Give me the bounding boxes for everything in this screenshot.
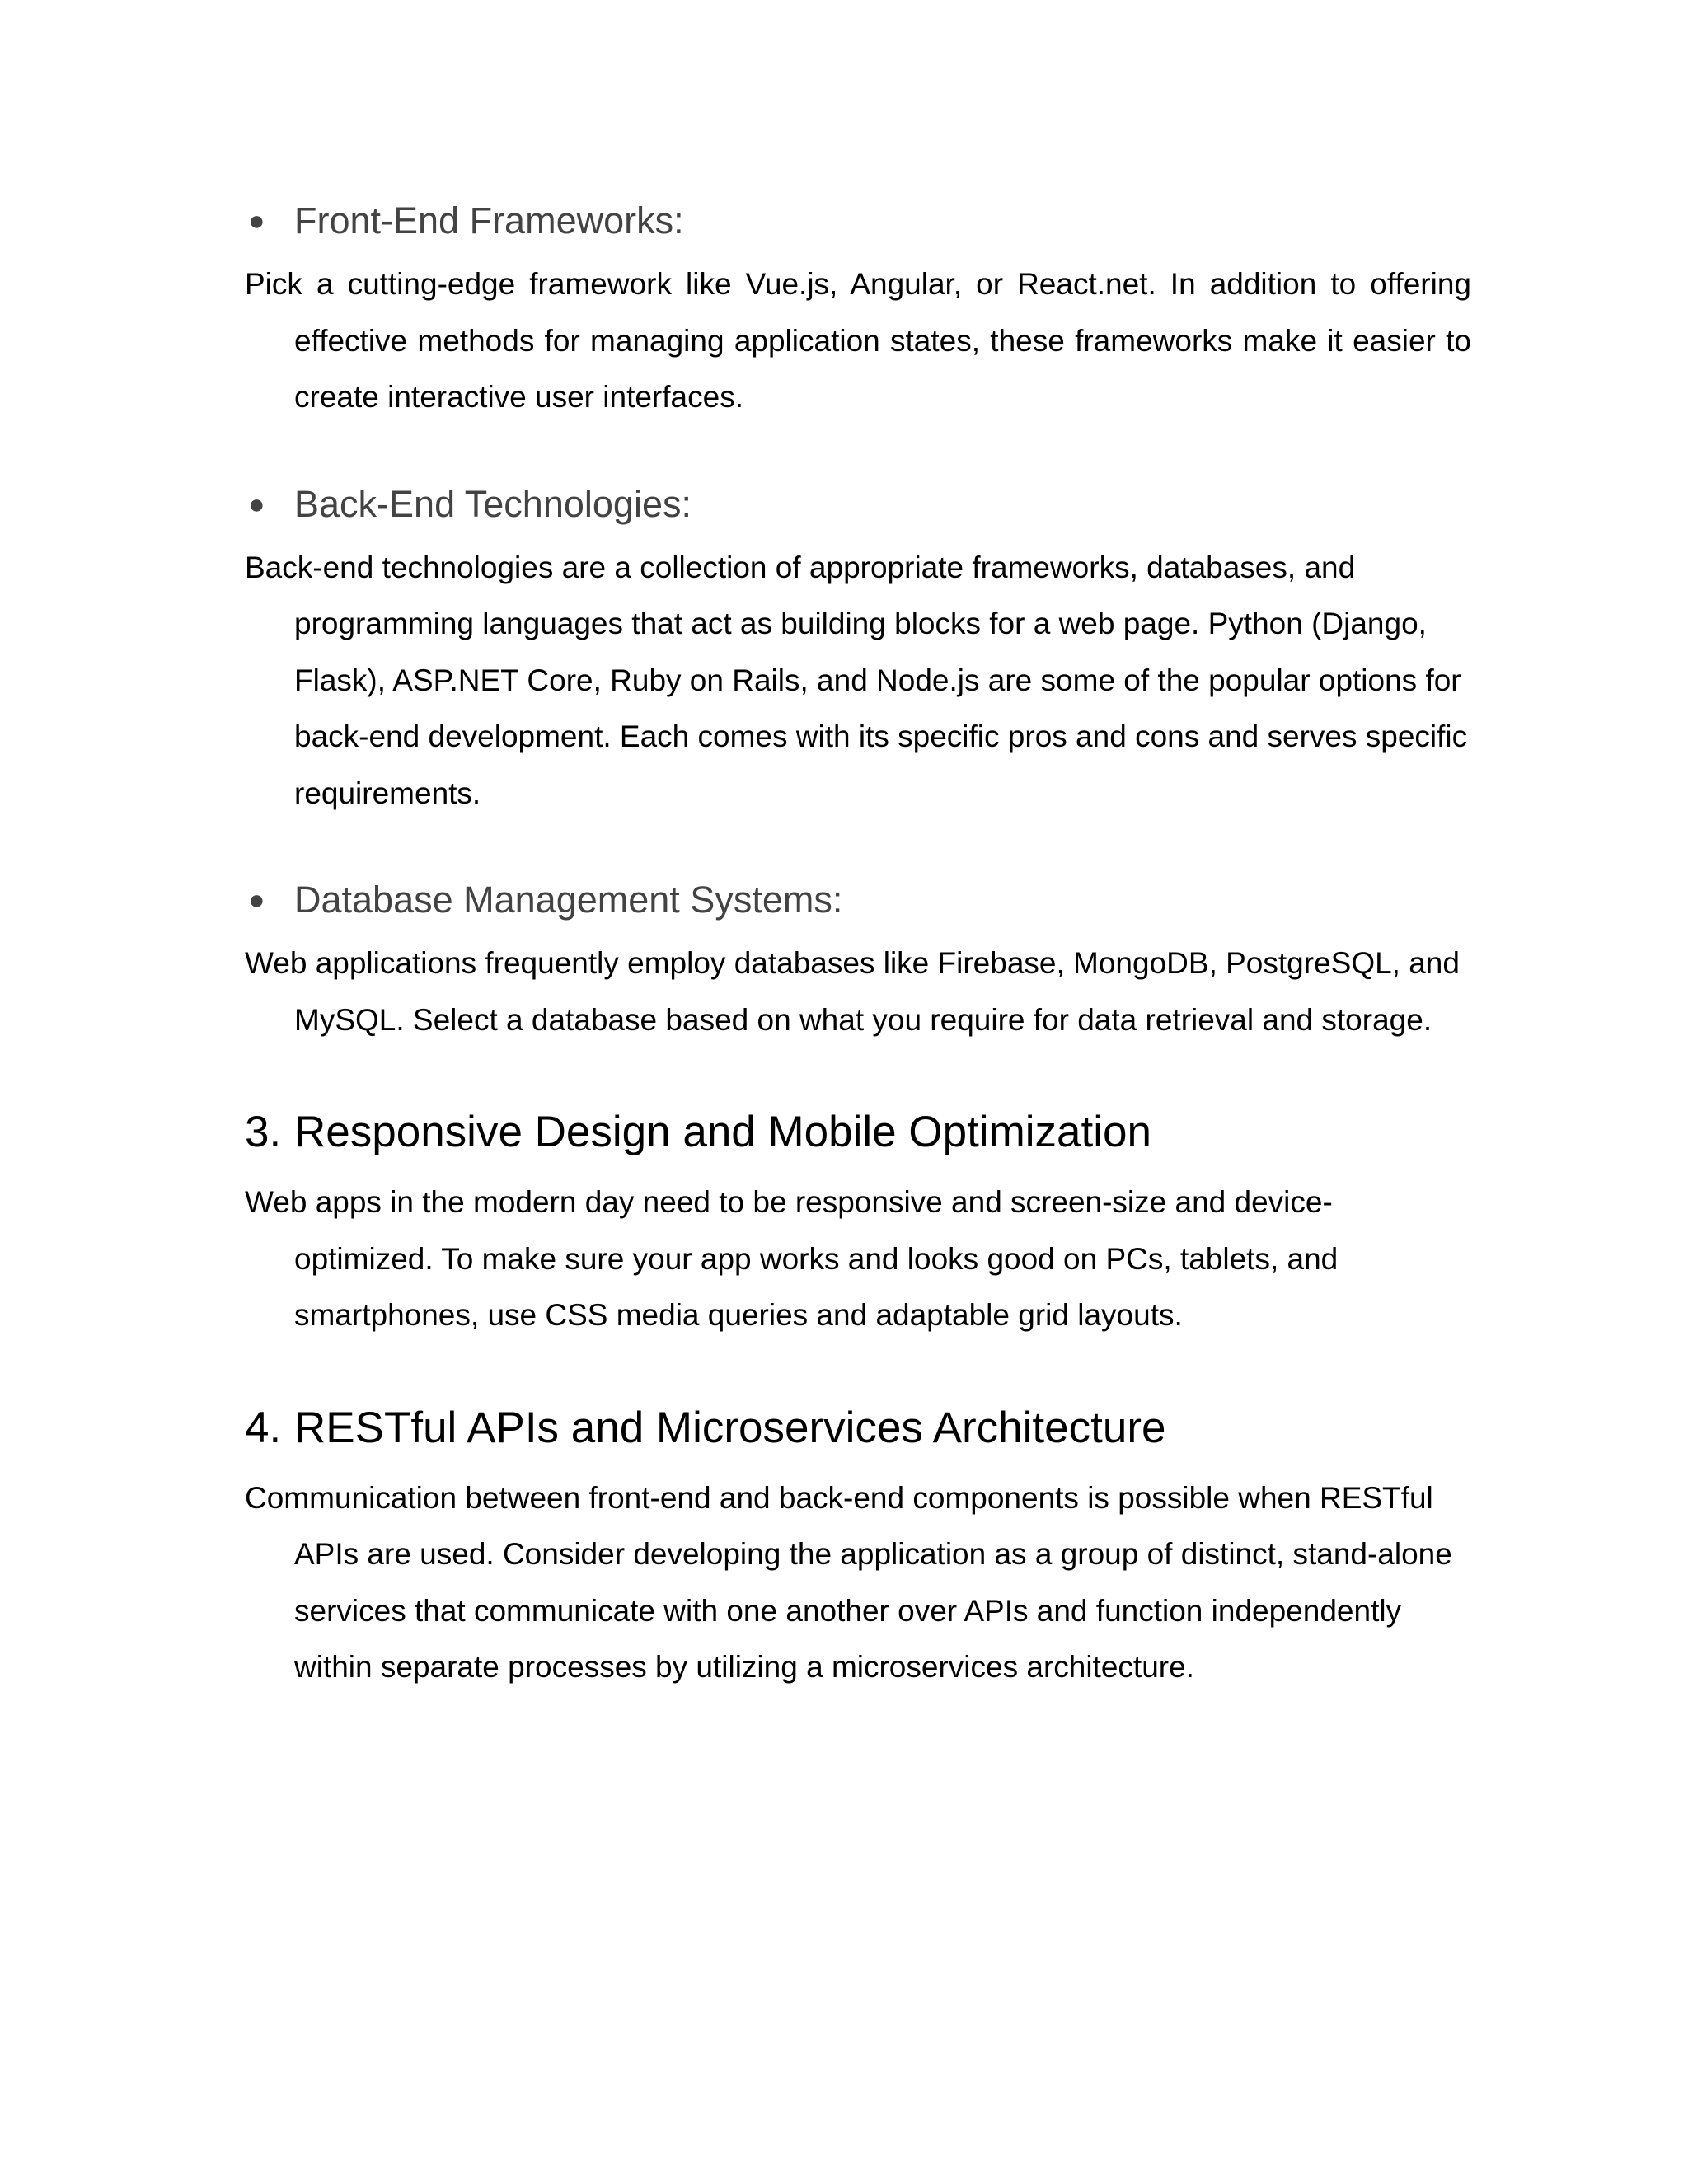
restful-heading-text: RESTful APIs and Microservices Architecture (294, 1403, 1166, 1452)
bullet-icon: ● (248, 884, 265, 916)
database-heading (245, 869, 1471, 931)
backend-heading (245, 473, 1471, 536)
frontend-heading-text: Front-End Frameworks: (294, 199, 684, 241)
section-number: 4. (245, 1403, 282, 1452)
responsive-heading-text: Responsive Design and Mobile Optimization (294, 1108, 1151, 1156)
restful-paragraph: Communication between front-end and back-end components is possible when RESTful APIs are used. Consider developing the application as a group of distinct, stand-alone services that communicate with one another over APIs and function independently within separate processes by utilizing a microservices architecture. (245, 1480, 1452, 1684)
database-paragraph: Web applications frequently employ databases like Firebase, MongoDB, PostgreSQL, and MySQL. Select a database based on what you require for data retrieval and storage. (245, 946, 1460, 1037)
responsive-paragraph: Web apps in the modern day need to be responsive and screen-size and device-optimized. To make sure your app works and looks good on PCs, tablets, and smartphones, use CSS media queries and adaptable grid layouts. (245, 1185, 1339, 1332)
frontend-heading (245, 190, 1471, 252)
restful-section-heading (245, 1391, 1471, 1465)
document-content (245, 190, 1471, 1696)
backend-paragraph: Back-end technologies are a collection of appropriate frameworks, databases, and programming languages that act as building blocks for a web page. Python (Django, Flask), ASP.NET Core, Ruby on Rails, and Node.js are some of the popular options for back-end development. Each comes with its specific pros and cons and serves specific requirements. (245, 550, 1468, 810)
bullet-icon: ● (248, 488, 265, 520)
section-number: 3. (245, 1108, 282, 1156)
responsive-section-heading (245, 1095, 1471, 1169)
bullet-icon: ● (248, 205, 265, 237)
backend-heading-text: Back-End Technologies: (294, 482, 692, 525)
frontend-paragraph: Pick a cutting-edge framework like Vue.js, Angular, or React.net. In addition to offering effective methods for managing application states, these frameworks make it easier to create interactive user interfaces. (245, 267, 1471, 414)
database-heading-text: Database Management Systems: (294, 879, 843, 921)
